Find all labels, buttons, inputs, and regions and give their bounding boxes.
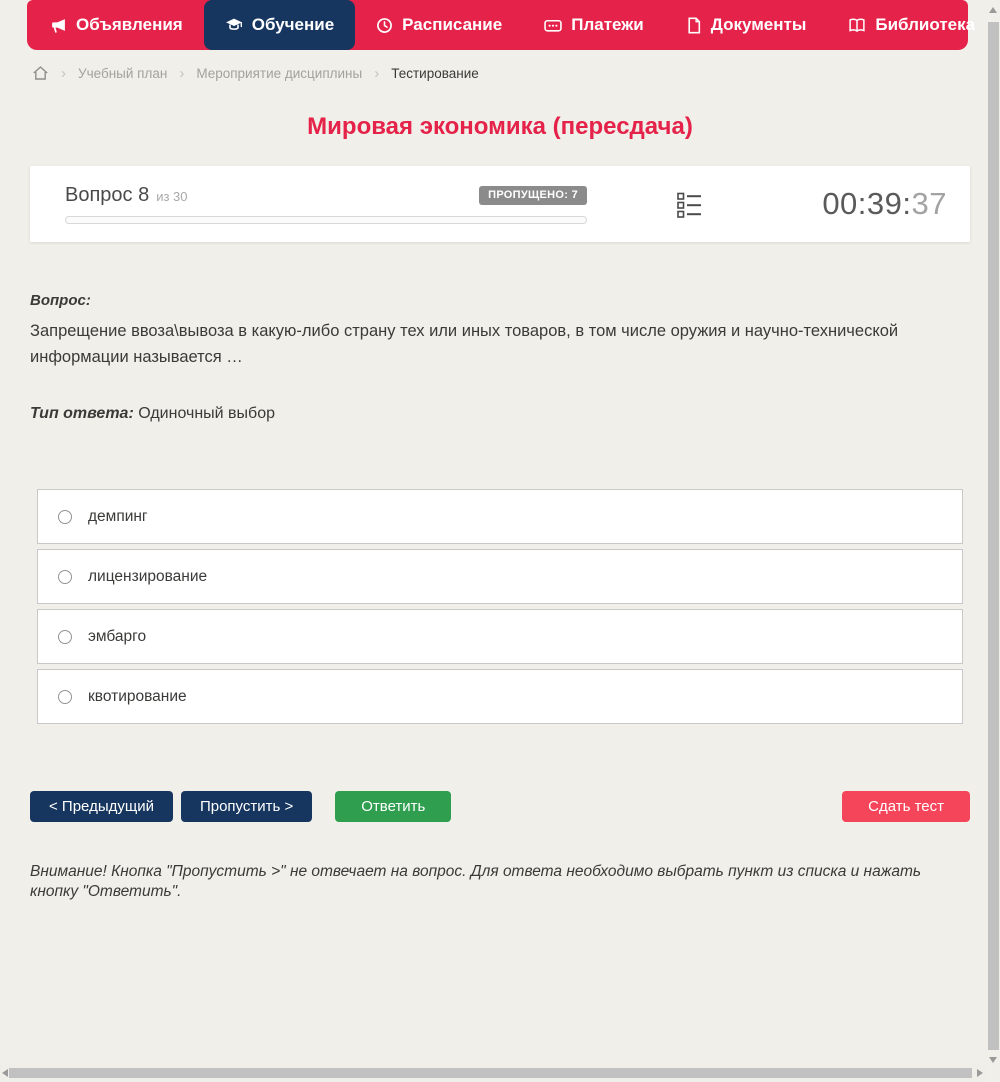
question-header-card [30, 166, 970, 242]
submit-test-button[interactable]: Сдать тест [842, 791, 970, 822]
breadcrumb-separator-icon: › [179, 64, 185, 82]
nav-item-payments[interactable] [523, 0, 665, 50]
answer-options [37, 489, 963, 729]
horizontal-scrollbar-thumb[interactable] [9, 1068, 972, 1078]
radio-button[interactable] [58, 630, 72, 644]
breadcrumb-separator-icon: › [374, 64, 380, 82]
nav-item-announcements[interactable] [29, 0, 204, 50]
skip-button[interactable]: Пропустить > [181, 791, 312, 822]
answer-button[interactable]: Ответить [335, 791, 451, 822]
scroll-right-arrow-icon[interactable] [977, 1069, 983, 1077]
option-label: демпинг [88, 507, 148, 525]
question-progress-block [65, 184, 587, 224]
answer-option-embargo[interactable] [37, 609, 963, 664]
nav-item-label: Библиотека [875, 15, 976, 34]
warning-note: Внимание! Кнопка "Пропустить >" не отвечает на вопрос. Для ответа необходимо выбрать пункт из списка и нажать кнопку "Ответить". [30, 863, 922, 900]
book-icon [848, 17, 866, 34]
scroll-up-arrow-icon[interactable] [989, 7, 997, 13]
answer-type-value: Одиночный выбор [138, 405, 275, 422]
radio-button[interactable] [58, 570, 72, 584]
nav-item-label: Обучение [251, 15, 335, 34]
nav-item-label: Платежи [571, 15, 644, 34]
question-list-icon[interactable] [675, 190, 703, 219]
answer-option-dumping[interactable] [37, 489, 963, 544]
home-icon[interactable] [32, 65, 49, 81]
timer-hours-minutes: 00:39: [822, 186, 912, 221]
option-label: квотирование [88, 687, 187, 705]
answer-type-line [30, 405, 970, 423]
answer-type-label: Тип ответа: [30, 405, 134, 422]
vertical-scrollbar[interactable] [987, 0, 1000, 1082]
breadcrumb-discipline-event[interactable]: Мероприятие дисциплины [196, 65, 363, 81]
progress-bar [65, 216, 587, 224]
answer-option-quota[interactable] [37, 669, 963, 724]
top-navbar [27, 0, 976, 50]
question-number: Вопрос 8 [65, 184, 150, 206]
clock-icon [376, 17, 393, 34]
scroll-left-arrow-icon[interactable] [2, 1069, 8, 1077]
question-counter [65, 184, 188, 207]
breadcrumb [32, 62, 479, 84]
breadcrumb-testing-current: Тестирование [391, 65, 479, 81]
nav-item-learning[interactable] [204, 0, 355, 50]
document-icon [686, 17, 702, 34]
question-text: Запрещение ввоза\вывоза в какую-либо страну тех или иных товаров, в том числе оружия и научно-технической информации называется … [30, 322, 899, 366]
timer-seconds: 37 [911, 186, 947, 221]
question-label: Вопрос: [30, 292, 91, 309]
action-buttons-row [30, 791, 970, 822]
nav-item-label: Объявления [76, 15, 183, 34]
breadcrumb-separator-icon: › [61, 64, 66, 82]
question-total: из 30 [156, 189, 188, 204]
nav-item-schedule[interactable] [355, 0, 523, 50]
graduation-cap-icon [225, 17, 243, 34]
nav-item-label: Документы [710, 15, 807, 34]
skipped-badge: ПРОПУЩЕНО: 7 [479, 186, 587, 205]
horizontal-scrollbar[interactable] [0, 1064, 987, 1082]
nav-item-library[interactable] [827, 0, 1000, 50]
question-block [30, 292, 970, 423]
scroll-down-arrow-icon[interactable] [989, 1057, 997, 1063]
nav-item-documents[interactable] [665, 0, 828, 50]
megaphone-icon [50, 17, 67, 34]
answer-option-licensing[interactable] [37, 549, 963, 604]
previous-button[interactable]: < Предыдущий [30, 791, 173, 822]
radio-button[interactable] [58, 690, 72, 704]
breadcrumb-curriculum[interactable]: Учебный план [78, 65, 168, 81]
option-label: эмбарго [88, 627, 147, 645]
payment-icon [544, 17, 562, 34]
timer [822, 186, 947, 222]
radio-button[interactable] [58, 510, 72, 524]
option-label: лицензирование [88, 567, 208, 585]
page-title: Мировая экономика (пересдача) [307, 113, 693, 140]
vertical-scrollbar-thumb[interactable] [988, 22, 999, 1050]
nav-item-label: Расписание [402, 15, 503, 34]
